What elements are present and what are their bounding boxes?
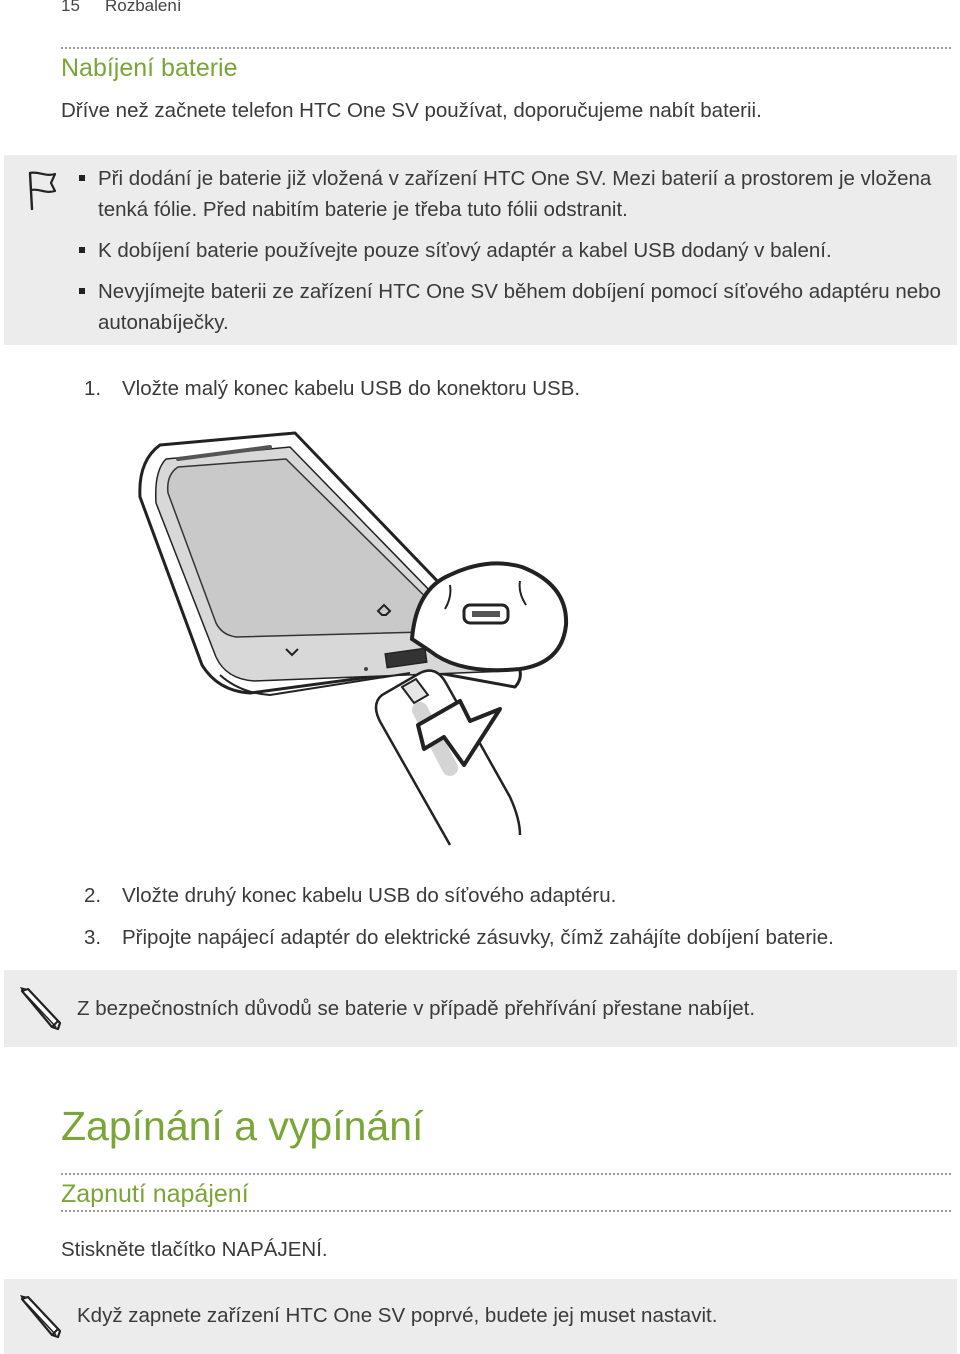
running-header-title: Rozbalení bbox=[105, 0, 182, 15]
note-callout bbox=[4, 1279, 957, 1354]
pencil-icon bbox=[18, 985, 64, 1031]
step-text: Vložte malý konec kabelu USB do konektoru USB. bbox=[122, 377, 581, 400]
chapter-heading: Zapínání a vypínání bbox=[61, 1103, 424, 1149]
step-number: 2. bbox=[84, 884, 102, 907]
warning-item: Nevyjímejte baterii ze zařízení HTC One SV během dobíjení pomocí síťového adaptéru nebo autonabíječky. bbox=[98, 276, 953, 338]
warning-item: Při dodání je baterie již vložená v zařízení HTC One SV. Mezi baterií a prostorem je vložena tenká fólie. Před nabitím baterie je třeba tuto fólii odstranit. bbox=[98, 163, 953, 225]
usb-charging-illustration bbox=[120, 425, 590, 850]
divider bbox=[61, 47, 951, 49]
step-text: Vložte druhý konec kabelu USB do síťového adaptéru. bbox=[122, 884, 617, 907]
warning-item: K dobíjení baterie používejte pouze síťový adaptér a kabel USB dodaný v balení. bbox=[98, 235, 953, 266]
step-text: Připojte napájecí adaptér do elektrické zásuvky, čímž zahájíte dobíjení baterie. bbox=[122, 926, 834, 949]
step-number: 1. bbox=[84, 377, 102, 400]
divider bbox=[61, 1210, 951, 1212]
warning-list bbox=[98, 163, 953, 348]
note-callout bbox=[4, 970, 957, 1047]
step-number: 3. bbox=[84, 926, 102, 949]
note-text: Když zapnete zařízení HTC One SV poprvé, budete jej muset nastavit. bbox=[77, 1304, 718, 1327]
subsection-heading: Zapnutí napájení bbox=[61, 1180, 249, 1208]
divider bbox=[61, 1173, 951, 1175]
intro-text: Dříve než začnete telefon HTC One SV používat, doporučujeme nabít baterii. bbox=[61, 99, 762, 122]
instruction-text: Stiskněte tlačítko NAPÁJENÍ. bbox=[61, 1238, 328, 1261]
pencil-icon bbox=[18, 1293, 64, 1339]
section-heading: Nabíjení baterie bbox=[61, 54, 238, 82]
note-text: Z bezpečnostních důvodů se baterie v případě přehřívání přestane nabíjet. bbox=[77, 997, 756, 1020]
page-number: 15 bbox=[61, 0, 80, 15]
flag-icon bbox=[26, 169, 60, 213]
